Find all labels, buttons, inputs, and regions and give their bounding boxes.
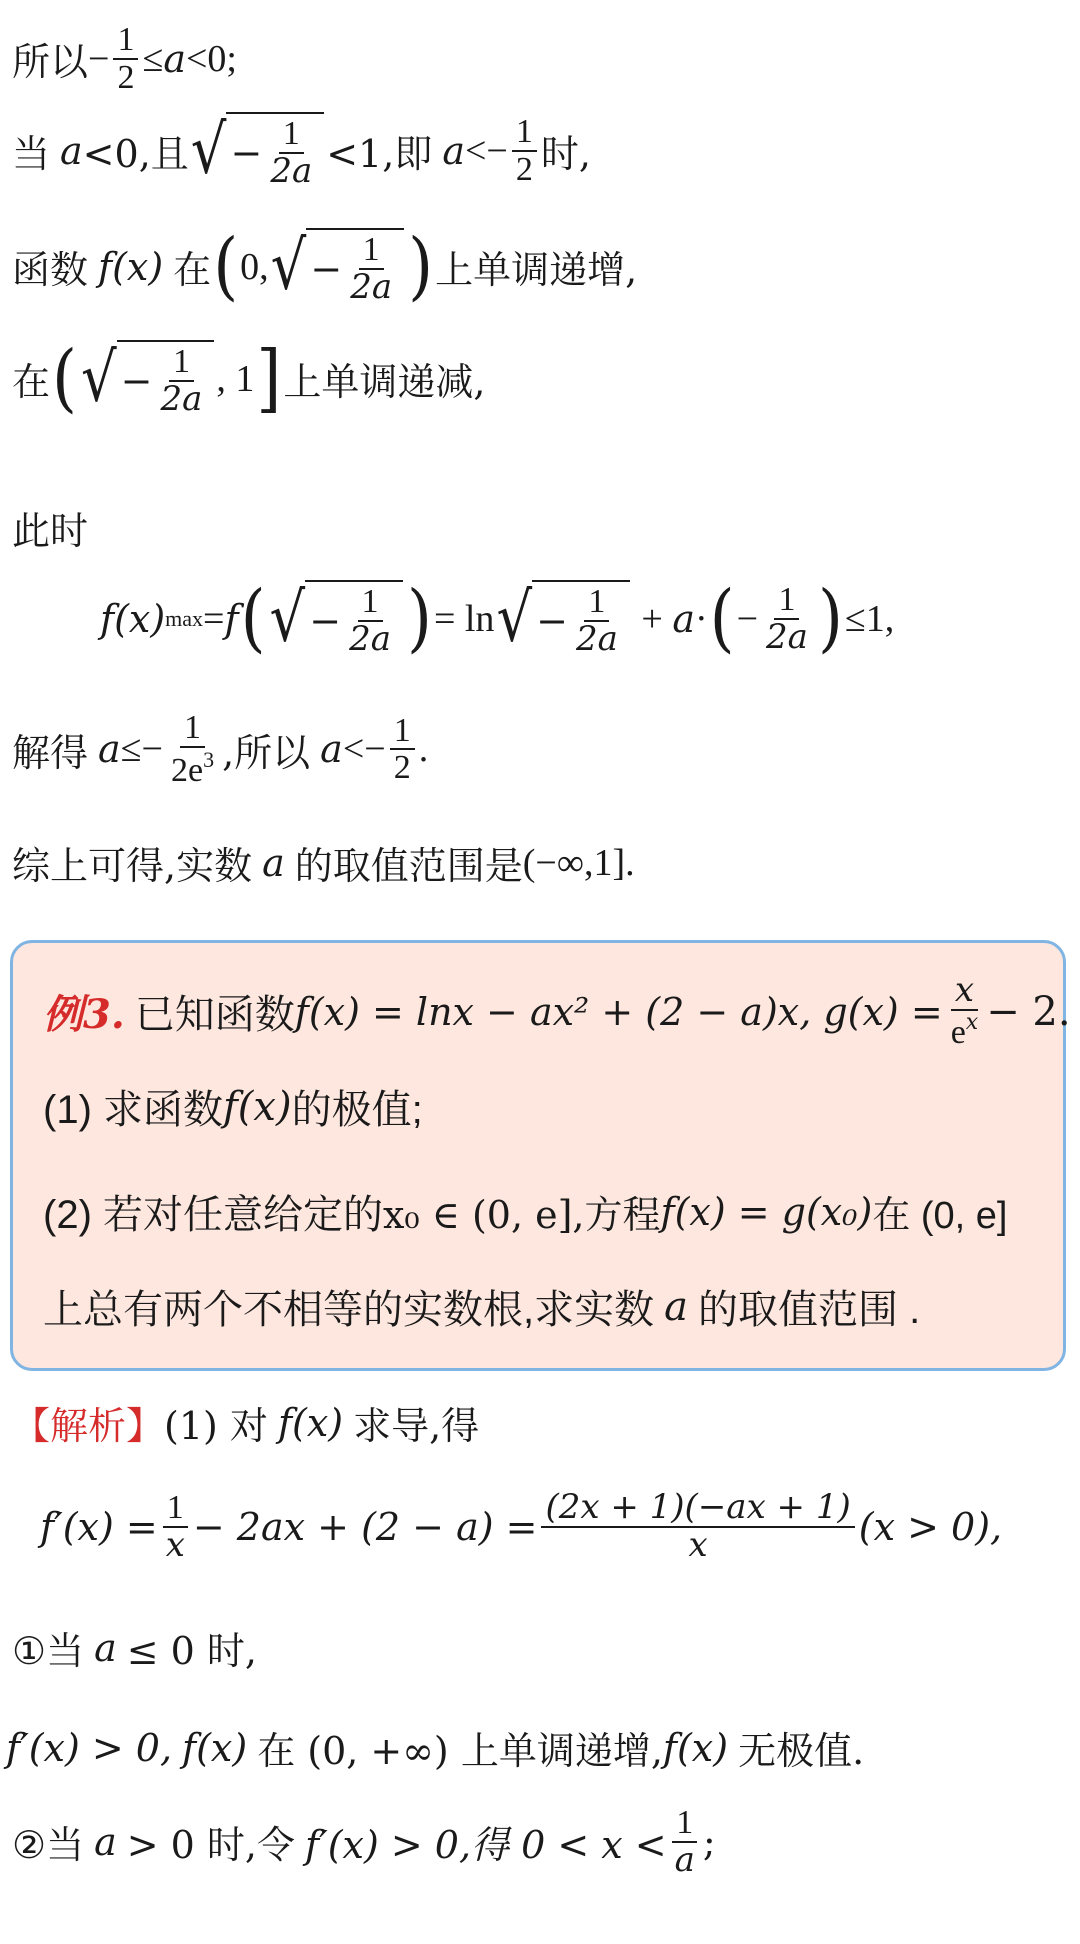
tail: − 2. [986,988,1071,1035]
example-q3 [43,1278,920,1335]
eq: = [203,597,225,640]
eq-ln: = ln [433,597,495,640]
sqrt [81,340,214,417]
denominator: 2a [349,618,391,659]
text: ≤ 0 时, [126,1629,257,1673]
radical-sign: √ [496,579,533,658]
example-line1 [43,970,1071,1051]
text: 的取值范围 . [697,1288,921,1332]
solution-label: 【解析】 [12,1404,165,1448]
line-summary [12,835,635,890]
text: 上单调递增, [435,248,638,293]
fraction-deriv [541,1487,854,1565]
text: f′(x) > 0,得 0 < x < [305,1823,667,1868]
text: (1) 对 [164,1404,268,1448]
sqrt [270,580,403,657]
numerator: 1 [390,713,415,751]
radicand: − $\frac{1}{2a}$ [226,112,324,189]
lt-zero: <0; [185,37,237,80]
numerator: 1 [279,116,304,154]
numerator: 1 [113,22,138,60]
text: 无极值. [738,1729,865,1773]
fraction [762,582,812,655]
leq-one: ≤1, [844,597,895,640]
text: 函数 [12,248,89,293]
lt-minus: <− [342,728,386,771]
math: f(x) = lnx − ax² + (2 − a)x, g(x) = [294,989,943,1034]
fraction [346,232,396,305]
bracket-right: ] [256,336,282,422]
paren-left: ( [213,224,239,310]
deriv-tail: (x > 0), [858,1504,1003,1549]
text: (1) 求函数 [43,1088,223,1132]
denominator: 2 [393,749,411,787]
line-cishi [12,500,88,555]
fraction [572,584,622,657]
radical-sign: √ [190,111,227,190]
paren-right: ) [817,576,843,662]
text: 的极值; [291,1088,423,1132]
text: <0,且 [82,132,189,177]
denominator: 2a [575,618,618,659]
numerator: 1 [180,710,205,748]
var-a: a [442,128,465,173]
solution-line1 [12,1395,479,1450]
sqrt [271,228,404,305]
fraction-half [512,114,537,187]
var-a: a [664,1283,688,1330]
radicand: − $\frac{1}{2a}$ [117,340,215,417]
denominator: 2a [270,150,313,191]
comma-one: , 1 [216,357,255,400]
text: 在 [173,248,212,293]
line-jiede [12,710,428,788]
dot: · [694,597,708,640]
period: . [418,728,429,771]
fraction [345,584,395,657]
var-a: a [60,128,83,173]
radicand: − $\frac{1}{2a}$ [306,228,404,305]
lt-minus: <− [464,129,508,172]
radical-sign: √ [270,227,307,306]
fraction-x-ex [947,970,983,1051]
text: (2) 若对任意给定的 [43,1193,383,1237]
text: ①当 [12,1629,85,1673]
denominator: a [674,1839,695,1880]
text: 求导,得 [353,1404,480,1448]
fraction-half [390,713,415,786]
end: ; [702,1819,716,1864]
solution-derivative [40,1487,1003,1565]
denominator [167,748,218,789]
text: 在 (0, +∞) 上单调递增, [257,1729,663,1773]
example-label: 例3. [43,991,125,1039]
var-a: a [672,596,695,641]
paren-left: ( [240,576,266,662]
denominator: x [688,1524,708,1565]
sqrt [496,580,629,657]
exp: 3 [203,746,215,772]
text: 上总有两个不相等的实数根,求实数 [43,1288,655,1332]
paren-right: ) [406,576,432,662]
radicand: − $\frac{1}{2a}$ [532,580,630,657]
radical-sign: √ [80,339,117,418]
denominator: x [165,1524,185,1565]
fraction [157,344,207,417]
solution-case1 [12,1620,257,1675]
numerator: 1 [163,1490,188,1528]
numerator: 1 [584,584,609,622]
denominator: 2 [117,58,135,96]
text: 已知函数 [134,993,295,1038]
leq: ≤ [142,37,164,80]
var-a: a [262,840,285,885]
fx: f(x) [100,596,166,641]
comma: , [259,245,269,288]
fx: f(x) [662,1725,729,1770]
deriv-lhs: f′(x) = [40,1504,158,1549]
fx: f(x) [182,1725,248,1770]
numerator: 1 [169,344,194,382]
example-q1 [43,1078,423,1135]
fraction [266,116,316,189]
denominator: 2a [766,616,808,657]
text: f′(x) > 0, [6,1725,173,1770]
example-q2 [43,1183,1007,1240]
denominator: 2 [515,150,533,188]
text: 时, [540,132,591,177]
text: 此时 [12,509,89,553]
numerator: x [951,973,978,1011]
math: x₀ ∈ (0, e],方程 [383,1193,661,1237]
deriv-mid: − 2ax + (2 − a) = [192,1504,538,1549]
paren-right: ) [408,224,434,310]
exp: x [965,1009,979,1035]
example-box [10,940,1071,1371]
text: 上单调递减, [283,360,486,405]
radicand: − $\frac{1}{2a}$ [305,580,403,657]
numerator: 1 [672,1805,697,1843]
fraction-half [113,22,138,95]
range: (−∞,1]. [522,841,635,884]
minus: − [88,37,110,80]
line-decr [12,336,486,422]
text: ②当 [12,1823,85,1868]
fraction-1-x [162,1490,189,1563]
den-text: 2e [170,751,204,789]
fx: f(x) [223,1083,292,1130]
text: <1,即 [326,132,433,177]
var-a: a [94,1625,117,1670]
fraction [167,710,218,788]
line-func-incr [12,224,638,310]
fx: f(x) [98,244,164,289]
text: 综上可得,实数 [12,844,253,888]
text: 当 [12,132,51,177]
text: 解得 [12,730,89,775]
numerator: 1 [512,114,537,152]
denominator: 2a [160,378,203,419]
plus: + [631,597,673,640]
minus: − [736,597,759,640]
solution-case2 [12,1805,716,1878]
line-fmax [100,576,895,662]
numerator: 1 [358,584,383,622]
sqrt [191,112,324,189]
numerator: (2x + 1)(−ax + 1) [541,1490,854,1528]
var-a: a [320,727,343,772]
text: 在 (0, e] [872,1195,1008,1237]
fraction-1-a [671,1805,699,1878]
text: ,所以 [222,730,311,775]
var-a: a [94,1819,117,1864]
var-a: a [163,36,186,81]
paren-left: ( [52,336,77,422]
numerator: 1 [359,232,384,270]
math: f(x) = g(x₀) [660,1189,873,1234]
text: 的取值范围是 [294,844,523,888]
f: f [224,596,239,641]
solution-case1-result [6,1720,864,1775]
sub-max: max [165,605,204,631]
text: 所以 [12,40,89,85]
numerator: 1 [774,582,799,620]
text: 在 [12,360,51,405]
line-when-a [12,112,591,189]
denominator: 2a [350,266,393,307]
paren-left: ( [709,576,735,662]
text: > 0 时,令 [126,1823,295,1868]
radical-sign: √ [269,579,306,658]
denominator: $e^x$ [950,1009,979,1051]
var-a: a [98,727,121,772]
fx: f(x) [277,1400,344,1445]
line-so-range [12,22,237,95]
leq-minus: ≤− [120,728,163,771]
zero: 0 [240,245,260,288]
